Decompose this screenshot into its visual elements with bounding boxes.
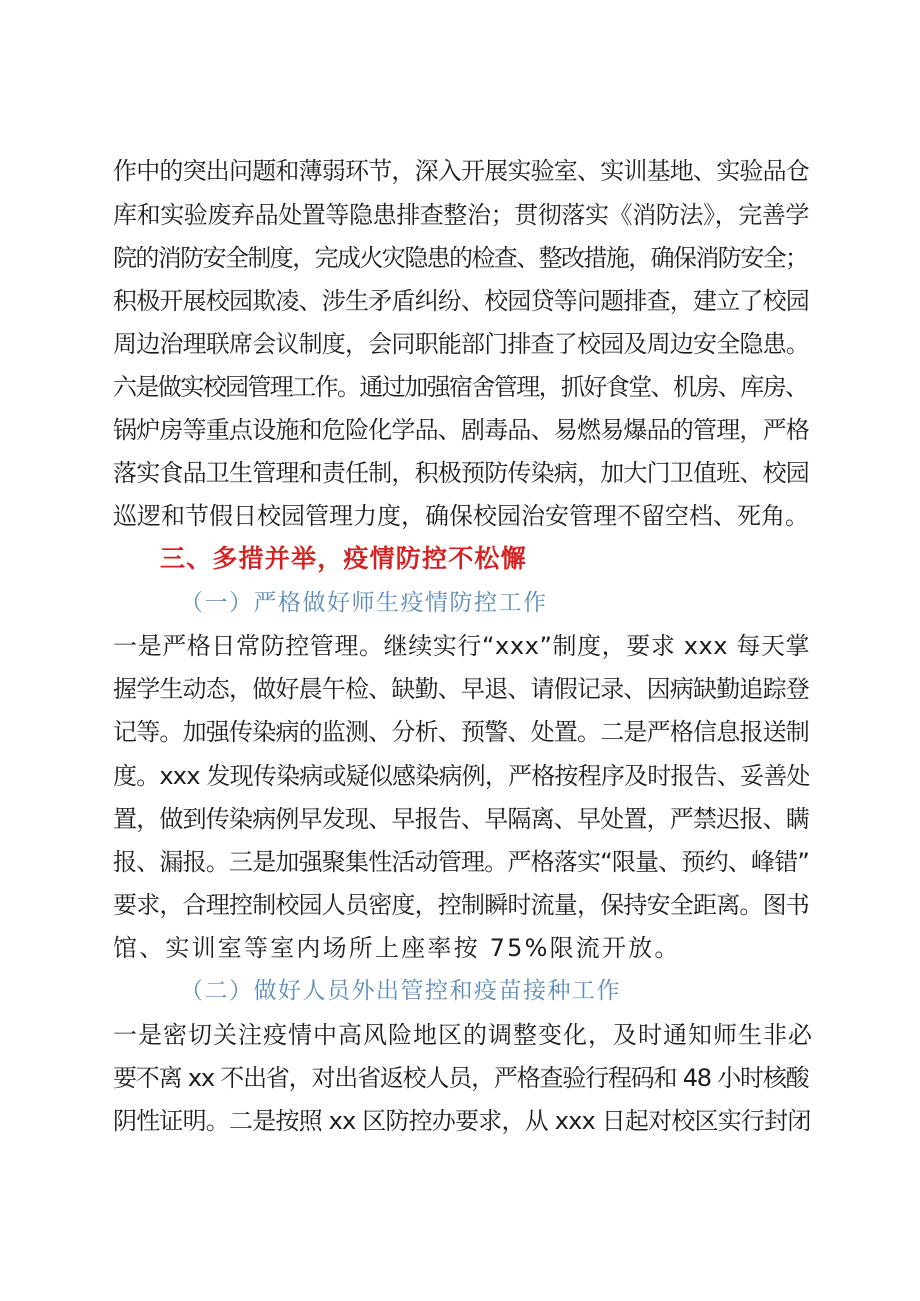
section-heading: 三、多措并举，疫情防控不松懈: [160, 544, 527, 573]
body-line: 握学生动态，做好晨午检、缺勤、早退、请假记录、因病缺勤追踪登: [113, 675, 809, 703]
body-line: 馆、实训室等室内场所上座率按 75%限流开放。: [113, 934, 681, 962]
body-line: 一是严格日常防控管理。继续实行“xxx”制度，要求 xxx 每天掌: [113, 632, 811, 660]
body-line: 周边治理联席会议制度，会同职能部门排查了校园及周边安全隐患。: [113, 330, 809, 358]
body-line: 要不离 xx 不出省，对出省返校人员，严格查验行程码和 48 小时核酸: [113, 1064, 809, 1092]
body-line: 作中的突出问题和薄弱环节，深入开展实验室、实训基地、实验品仓: [113, 157, 809, 185]
subsection-heading: （二）做好人员外出管控和疫苗接种工作: [180, 978, 621, 1004]
body-line: 记等。加强传染病的监测、分析、预警、处置。二是严格信息报送制: [113, 718, 809, 746]
body-line: 置，做到传染病例早发现、早报告、早隔离、早处置，严禁迟报、瞒: [113, 805, 809, 833]
body-line: 度。xxx 发现传染病或疑似感染病例，严格按程序及时报告、妥善处: [113, 762, 810, 790]
body-line: 要求，合理控制校园人员密度，控制瞬时流量，保持安全距离。图书: [113, 891, 809, 919]
body-line: 六是做实校园管理工作。通过加强宿舍管理，抓好食堂、机房、库房、: [113, 373, 808, 401]
body-line: 落实食品卫生管理和责任制，积极预防传染病，加大门卫值班、校园: [113, 459, 809, 487]
body-line: 锅炉房等重点设施和危险化学品、剧毒品、易燃易爆品的管理，严格: [113, 416, 809, 444]
body-line: 一是密切关注疫情中高风险地区的调整变化，及时通知师生非必: [113, 1021, 813, 1049]
body-line: 库和实验废弃品处置等隐患排查整治；贯彻落实《消防法》，完善学: [113, 201, 809, 229]
body-line: 报、漏报。三是加强聚集性活动管理。严格落实“限量、预约、峰错”: [113, 848, 810, 876]
body-line: 积极开展校园欺凌、涉生矛盾纠纷、校园贷等问题排查，建立了校园: [113, 287, 809, 315]
body-line: 巡逻和节假日校园管理力度，确保校园治安管理不留空档、死角。: [113, 502, 809, 530]
subsection-heading: （一）严格做好师生疫情防控工作: [180, 590, 548, 616]
body-line: 阴性证明。二是按照 xx 区防控办要求，从 xxx 日起对校区实行封闭: [113, 1107, 811, 1135]
body-line: 院的消防安全制度，完成火灾隐患的检查、整改措施，确保消防安全；: [113, 244, 808, 272]
